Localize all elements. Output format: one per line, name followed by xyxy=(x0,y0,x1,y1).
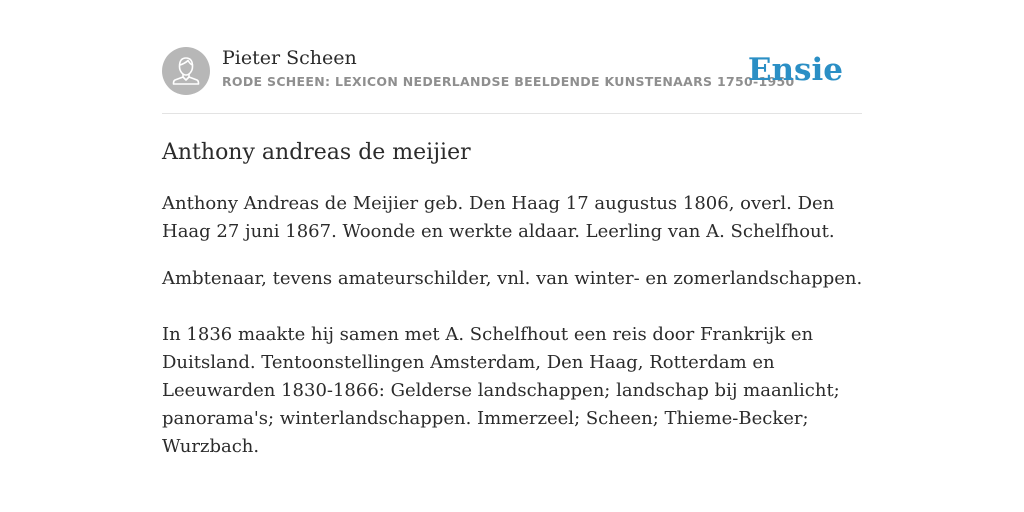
author-name[interactable]: Pieter Scheen xyxy=(222,47,357,69)
source-lexicon-label[interactable]: RODE SCHEEN: LEXICON NEDERLANDSE BEELDENDE KUNSTENAARS 1750-1950 xyxy=(222,74,795,89)
article-paragraph-exhibitions: In 1836 maakte hij samen met A. Schelfhout een reis door Frankrijk en Duitsland. Tentoonstellingen Amsterdam, Den Haag, Rotterdam en Leeuwarden 1830-1866: Gelderse landschappen; landschap bij maanlicht; panorama's; winterlandschappen. Immerzeel; Scheen; Thieme-Becker; Wurzbach. xyxy=(162,324,840,457)
user-avatar-icon[interactable] xyxy=(162,47,210,95)
user-silhouette-icon xyxy=(162,47,210,95)
article-title: Anthony andreas de meijier xyxy=(162,140,471,165)
article-paragraph-occupation: Ambtenaar, tevens amateurschilder, vnl. van winter- en zomerlandschappen. xyxy=(162,268,863,289)
article-paragraph-biography: Anthony Andreas de Meijier geb. Den Haag 17 augustus 1806, overl. Den Haag 27 juni 1867. Woonde en werkte aldaar. Leerling van A. Schelfhout. xyxy=(162,193,835,242)
brand-logo[interactable]: Ensie xyxy=(747,52,843,88)
article-header xyxy=(162,0,862,114)
